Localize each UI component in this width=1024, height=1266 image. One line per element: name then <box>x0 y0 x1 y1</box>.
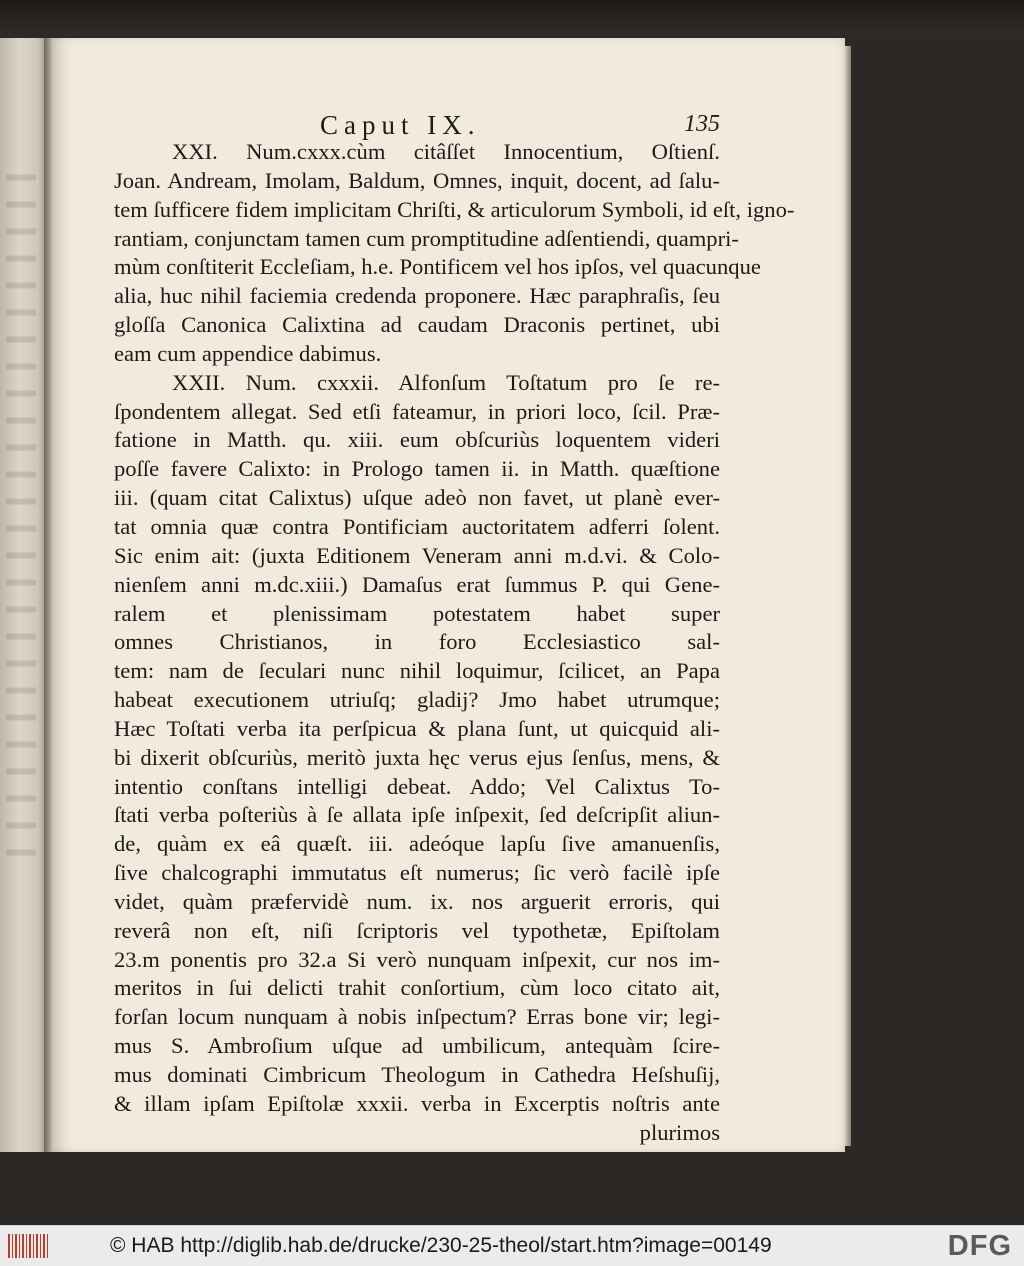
text-line: ralem et plenissimam potestatem habet super <box>114 600 720 626</box>
left-page-bleedthrough <box>6 158 36 858</box>
text-line: mùm conſtiterit Eccleſiam, h.e. Pontificem vel hos ipſos, vel quacunque <box>114 254 761 280</box>
top-shadow <box>0 0 1024 36</box>
text-line: eam cum appendice dabimus. <box>114 340 382 366</box>
footer-bar <box>0 1225 1024 1266</box>
text-line: reverâ non eſt, niſi ſcriptoris vel typothetæ, Epiſtolam <box>114 917 720 943</box>
left-facing-page <box>0 38 50 1152</box>
text-line: fatione in Matth. qu. xiii. eum obſcuriùs loquentem videri <box>114 427 720 453</box>
text-line: alia, huc nihil faciemia credenda proponere. Hæc paraphraſis, ſeu <box>114 283 720 309</box>
text-line: iii. (quam citat Calixtus) uſque adeò non favet, ut planè ever- <box>114 485 720 511</box>
text-line: 23.m ponentis pro 32.a Si verò nunquam inſpexit, cur nos im- <box>114 946 720 972</box>
text-line: plurimos <box>639 1119 720 1145</box>
running-head: Caput IX. <box>320 110 481 140</box>
page-edge <box>845 46 851 1146</box>
text-line: & illam ipſam Epiſtolæ xxxii. verba in Excerptis noſtris ante <box>114 1090 720 1116</box>
text-line: mus S. Ambroſium uſque ad umbilicum, antequàm ſcire- <box>114 1033 720 1059</box>
text-line: ſtati verba poſteriùs à ſe allata ipſe inſpexit, ſed deſcripſit aliun- <box>114 802 720 828</box>
dfg-logo: DFG <box>947 1230 1012 1262</box>
text-line: meritos in ſui delicti trahit conſortium, cùm loco citato ait, <box>114 975 720 1001</box>
text-line: nienſem anni m.dc.xiii.) Damaſus erat ſummus P. qui Gene- <box>114 571 720 597</box>
text-line: mus dominati Cimbricum Theologum in Cathedra Heſshuſij, <box>114 1062 720 1087</box>
text-line: omnes Christianos, in foro Ecclesiastico sal- <box>114 629 720 655</box>
text-line: Joan. Andream, Imolam, Baldum, Omnes, inquit, docent, ad ſalu- <box>114 167 720 193</box>
page-number: 135 <box>684 111 720 137</box>
text-line: ſive chalcographi immutatus eſt numerus; ſic verò facilè ipſe <box>114 860 720 886</box>
text-line: tem: nam de ſeculari nunc nihil loquimur, ſcilicet, an Papa <box>114 658 720 684</box>
text-line: Hæc Toſtati verba ita perſpicua & plana ſunt, ut quicquid ali- <box>114 715 720 741</box>
text-line: forſan locum nunquam à nobis inſpectum? Erras bone vir; legi- <box>114 1004 720 1030</box>
body-text <box>114 138 795 1148</box>
text-line: de, quàm ex eâ quæſt. iii. adeóque lapſu ſive amanuenſis, <box>114 831 720 857</box>
text-line: gloſſa Canonica Calixtina ad caudam Draconis pertinet, ubi <box>114 312 720 338</box>
text-line: intentio conſtans intelligi debeat. Addo; Vel Calixtus To- <box>114 773 720 799</box>
text-line: XXI. Num.cxxx.cùm citâſſet Innocentium, Oſtienſ. <box>172 139 720 164</box>
copyright-url[interactable]: © HAB http://diglib.hab.de/drucke/230-25-theol/start.htm?image=00149 <box>110 1234 772 1257</box>
text-line: videt, quàm præfervidè num. ix. nos arguerit erroris, qui <box>114 888 720 914</box>
text-line: Sic enim ait: (juxta Editionem Veneram anni m.d.vi. & Colo- <box>114 542 720 568</box>
text-line: ſpondentem allegat. Sed etſi fateamur, in priori loco, ſcil. Præ- <box>114 398 720 424</box>
text-line: habeat executionem utriuſq; gladij? Jmo habet utrumque; <box>114 687 720 713</box>
barcode-icon <box>8 1234 48 1258</box>
text-line: XXII. Num. cxxxii. Alfonſum Toſtatum pro ſe re- <box>172 369 720 395</box>
text-line: tat omnia quæ contra Pontificiam auctoritatem adferri ſolent. <box>114 513 720 539</box>
text-line: rantiam, conjunctam tamen cum promptitudine adſentiendi, quampri- <box>114 225 739 251</box>
text-line: poſſe favere Calixto: in Prologo tamen ii. in Matth. quæſtione <box>114 456 720 482</box>
text-line: tem ſufficere fidem implicitam Chriſti, & articulorum Symboli, id eſt, igno- <box>114 196 795 222</box>
text-line: bi dixerit obſcuriùs, meritò juxta hęc verus ejus ſenſus, mens, & <box>114 744 720 770</box>
